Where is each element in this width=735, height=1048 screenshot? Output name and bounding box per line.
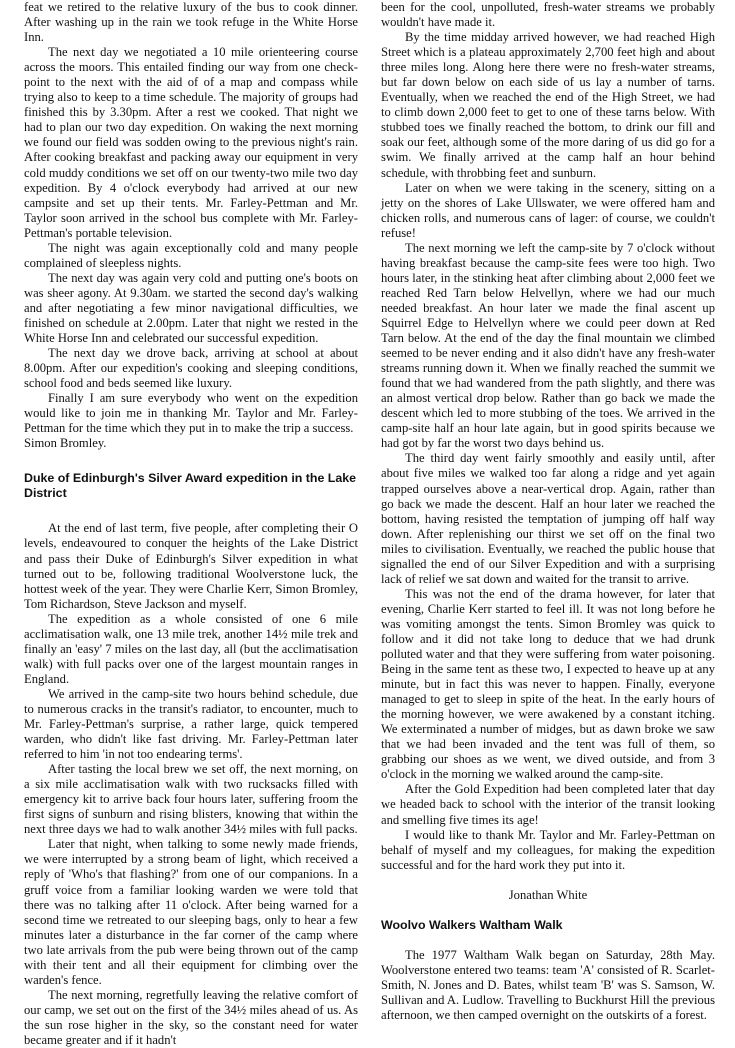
article-author: Simon Bromley.: [24, 436, 107, 451]
article-paragraph: The night was again exceptionally cold and many people complained of sleepless nights.: [24, 240, 358, 270]
article-paragraph: The third day went fairly smoothly and easily until, after about five miles we walked too far along a ridge and yet again trapped ourselves above a near-vertical drop. Again, rather than go back we made the descent. Half an hour later we reached the bottom, having resisted the temptation of jumping off half way down. After replenishing our thirst we set off on the final two miles to civilisation. Eventually, we reached the public house that signalled the end of our Silver Expedition and with a surprising lack of relief we sat down and waited for the transit to arrive.: [381, 451, 715, 586]
article-author: Jonathan White: [508, 887, 588, 902]
left-column: [24, 0, 358, 1048]
article-paragraph: Later on when we were taking in the scenery, sitting on a jetty on the shores of Lake Ullswater, we were offered ham and chicken rolls, and numerous cans of lager: of course, we couldn't refuse!: [381, 180, 715, 240]
article-paragraph: The next day we drove back, arriving at school at about 8.00pm. After our expedition's cooking and sleeping conditions, school food and beds seemed like luxury.: [24, 346, 358, 391]
article-paragraph: After the Gold Expedition had been completed later that day we headed back to school with the interior of the transit looking and smelling five times its age!: [381, 782, 715, 827]
article-paragraph: We arrived in the camp-site two hours behind schedule, due to numerous cracks in the transit's radiator, to encounter, much to Mr. Farley-Pettman's surprise, a rather large, quick tempered warden, who didn't like fast driving. Mr. Farley-Pettman later referred to him 'in not too endearing terms'.: [24, 686, 358, 762]
article-paragraph: The expedition as a whole consisted of one 6 mile acclimatisation walk, one 13 mile trek, another 14½ mile trek and finally an 'easy' 7 miles on the last day, all (but the acclimatisation walk) with full packs over one of the largest mountain ranges in England.: [24, 611, 358, 686]
article-paragraph: The next morning we left the camp-site by 7 o'clock without having breakfast because the camp-site fees were too high. Two hours later, in the stinking heat after climbing about 2,000 feet we reached Red Tarn below Helvellyn, where we had our much needed breakfast. An hour later we made the final ascent up Squirrel Edge to Helvellyn where we could peer down at Red Tarn below. At the end of the day the final mountain we climbed seemed to be never ending and it also didn't have any fresh-water streams running down it. When we finally reached the summit we found that we had wandered from the path slightly, and there was an almost vertical drop below. Rather than go back we made the descent which led to more stubbing of the toes. We arrived in the camp-site half an hour late again, but in good spirits because we had got by far the worst two days behind us.: [381, 240, 715, 451]
article-paragraph: The 1977 Waltham Walk began on Saturday, 28th May. Woolverstone entered two teams: team 'A' consisted of R. Scarlet-Smith, N. Jones and D. Bates, whilst team 'B' was S. Samson, W. Sullivan and A. Ludlow. Travelling to Buckhurst Hill the previous afternoon, we then camped overnight on the outskirts of a forest.: [381, 947, 715, 1022]
article-paragraph: At the end of last term, five people, after completing their O levels, endeavoured to conquer the heights of the Lake District and pass their Duke of Edinburgh's Silver expedition in what turned out to be, following traditional Woolverstone luck, the hottest week of the year. They were Charlie Kerr, Simon Bromley, Tom Richardson, Steve Jackson and myself.: [24, 521, 358, 611]
article-paragraph: By the time midday arrived however, we had reached High Street which is a plateau approximately 2,700 feet high and about three miles long. Along here there were no fresh-water streams, but far down below on each side of us lay a number of tarns. Eventually, when we reached the end of the High Street, we had to climb down 2,000 feet to get to one of these tarns below. With stubbed toes we finally reached the bottom, to drink our fill and soak our feet, although some of the more daring of us did go for a swim. We finally arrived at the camp half an hour behind schedule, with throbbing feet and sunburn.: [381, 30, 715, 180]
right-column: [381, 0, 715, 1023]
waltham-walk-heading: Woolvo Walkers Waltham Walk: [381, 917, 563, 932]
article-paragraph: feat we retired to the relative luxury of the bus to cook dinner. After washing up in the rain we took refuge in the White Horse Inn.: [24, 0, 358, 45]
silver-expedition-heading: Duke of Edinburgh's Silver Award expedition in the Lake District: [24, 471, 357, 501]
article-paragraph: Finally I am sure everybody who went on the expedition would like to join me in thanking Mr. Taylor and Mr. Farley-Pettman for the time which they put in to make the trip a success.: [24, 391, 358, 436]
article-paragraph: I would like to thank Mr. Taylor and Mr. Farley-Pettman on behalf of myself and my colleagues, for making the expedition successful and for the hard work they put into it.: [381, 827, 715, 872]
article-paragraph: This was not the end of the drama however, for later that evening, Charlie Kerr started to feel ill. It was not long before he was vomiting amongst the tents. Simon Bromley was quick to follow and it did not take long to deduce that we had drunk polluted water and that they were suffering from water poisoning. Being in the same tent as these two, I expected to heave up at any minute, but in fact this was never to happen. Finally, everyone managed to get to sleep in spite of the heat. In the early hours of the morning however, we were awakened by a constant itching. We exterminated a number of midges, but as dawn broke we saw that we had been invaded and the tent was full of them, so grabbing our shoes as we went, we dived outside, and from 3 o'clock in the morning we walked around the camp-site.: [381, 586, 715, 782]
article-paragraph: After tasting the local brew we set off, the next morning, on a six mile acclimatisation walk with two rucksacks filled with emergency kit to arrive back four hours later, suffering froom the first signs of sunburn and rising blisters, knowing that within the next three days we had to walk another 34½ miles with full packs.: [24, 762, 358, 837]
article-paragraph: been for the cool, unpolluted, fresh-water streams we probably wouldn't have made it.: [381, 0, 715, 30]
article-paragraph: The next morning, regretfully leaving the relative comfort of our camp, we set out on the first of the 34½ miles ahead of us. As the sun rose higher in the sky, so the constant need for water became greater and if it hadn't: [24, 987, 358, 1047]
article-paragraph: Later that night, when talking to some newly made friends, we were interrupted by a strong beam of light, which received a reply of 'Who's that flashing?' from one of our companions. In a gruff voice from a familiar looking warden we were told that there was no talking after 11 o'clock. After being warned for a second time we retreated to our sleeping bags, only to hear a few minutes later a disturbance in the far corner of the camp where two late arrivals from the pub were being thrown out of the camp with their tent and all their equipment for climbing over the warden's fence.: [24, 837, 358, 987]
article-paragraph: The next day we negotiated a 10 mile orienteering course across the moors. This entailed finding our way from one check-point to the next with the aid of of a map and compass while trying also to keep to a time schedule. The majority of groups had finished this by 3.30pm. After a rest we cooked. That night we had to plan our two day expedition. On waking the next morning we found our field was sodden owing to the previous night's rain. After cooking breakfast and packing away our equipment in very cold muddy conditions we set off on our twenty-two mile two day expedition. By 4 o'clock everybody had arrived at our new campsite and set up their tents. Mr. Farley-Pettman and Mr. Taylor soon arrived in the school bus complete with Mr. Farley-Pettman's portable television.: [24, 45, 358, 240]
article-paragraph: The next day was again very cold and putting one's boots on was sheer agony. At 9.30am. we started the second day's walking and after negotiating a few minor navigational difficulties, we finished on schedule at 2.00pm. Later that night we rested in the White Horse Inn and celebrated our successful expedition.: [24, 270, 358, 346]
